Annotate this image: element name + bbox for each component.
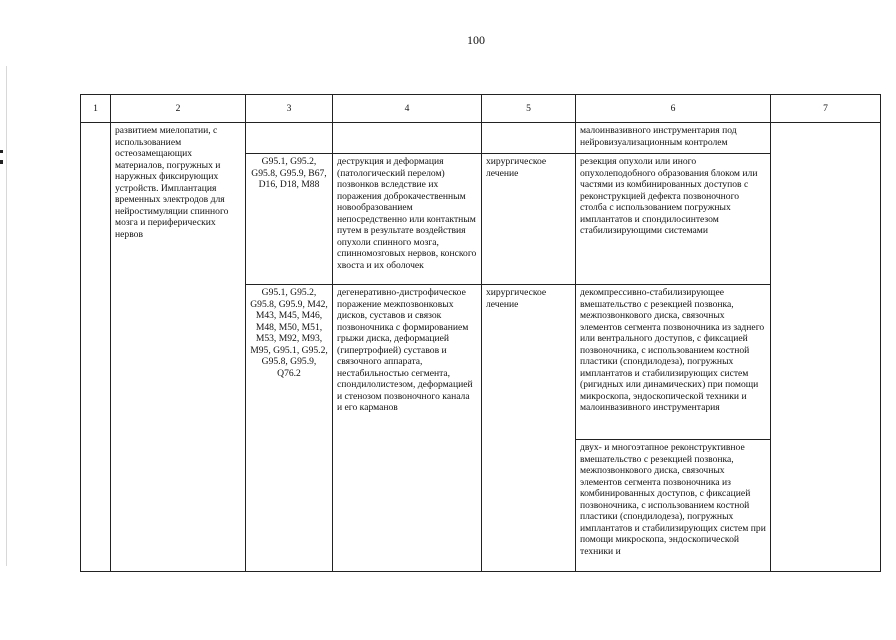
treatment-cell: хирургическое лечение [482, 285, 576, 572]
method-cell: декомпрессивно-стабилизирующее вмешательство с резекцией позвонка, межпозвонкового диска, связочных элементов сегмента позвоночника из заднего или вентрального доступов, с фиксацией позвоночника, с использованием костной пластики (спондилодеза), погружных имплантатов и стабилизирующих систем (ригидных или динамических) при помощи микроскопа, эндоскопической техники и малоинвазивного инструментария [576, 285, 771, 440]
method-cell: двух- и многоэтапное реконструктивное вмешательство с резекцией позвонка, межпозвонкового диска, связочных элементов сегмента позвоночника из комбинированных доступов, с фиксацией позвоночника, с использованием костной пластики (спондилодеза), погружных имплантатов и стабилизирующих систем при помощи микроскопа, эндоскопической техники и [576, 440, 771, 572]
page-edge [6, 66, 7, 566]
table-row [81, 123, 881, 154]
disease-cell: дегенеративно-дистрофическое поражение межпозвонковых дисков, суставов и связок позвоночника с формированием грыжи диска, деформацией (гипертрофией) суставов и связочного аппарата, нестабильностью сегмента, спондилолистезом, деформацией и стенозом позвоночного канала и его карманов [333, 285, 482, 572]
disease-cell [333, 123, 482, 154]
header-cell: 4 [333, 95, 482, 123]
header-cell: 2 [111, 95, 246, 123]
col7-cell [771, 123, 881, 572]
page-number: 100 [467, 33, 485, 47]
procedures-table [80, 94, 881, 572]
procedure-name-cell: развитием миелопатии, с использованием остеозамещающих материалов, погружных и наружных фиксирующих устройств. Имплантация временных электродов для нейростимуляции спинного мозга и периферических нервов [111, 123, 246, 572]
header-cell: 3 [246, 95, 333, 123]
treatment-cell [482, 123, 576, 154]
treatment-cell: хирургическое лечение [482, 154, 576, 285]
header-cell: 6 [576, 95, 771, 123]
method-cell: малоинвазивного инструментария под нейровизуализационным контролем [576, 123, 771, 154]
codes-cell: G95.1, G95.2, G95.8, G95.9, M42, M43, M45, M46, M48, M50, M51, M53, M92, M93, M95, G95.1, G95.2, G95.8, G95.9, Q76.2 [246, 285, 333, 572]
method-cell: резекция опухоли или иного опухолеподобного образования блоком или частями из комбинированных доступов с реконструкцией дефекта позвоночного столба с использованием погружных имплантатов и спондилосинтезом стабилизирующими системами [576, 154, 771, 285]
binding-mark [0, 150, 3, 153]
header-cell: 7 [771, 95, 881, 123]
codes-cell: G95.1, G95.2, G95.8, G95.9, B67, D16, D18, M88 [246, 154, 333, 285]
disease-cell: деструкция и деформация (патологический перелом) позвонков вследствие их поражения доброкачественным новообразованием непосредственно или контактным путем в результате воздействия опухоли спинного мозга, спинномозговых нервов, конского хвоста и их оболочек [333, 154, 482, 285]
col1-cell [81, 123, 111, 572]
header-row [81, 95, 881, 123]
header-cell: 5 [482, 95, 576, 123]
codes-cell [246, 123, 333, 154]
header-cell: 1 [81, 95, 111, 123]
binding-mark [0, 160, 3, 164]
